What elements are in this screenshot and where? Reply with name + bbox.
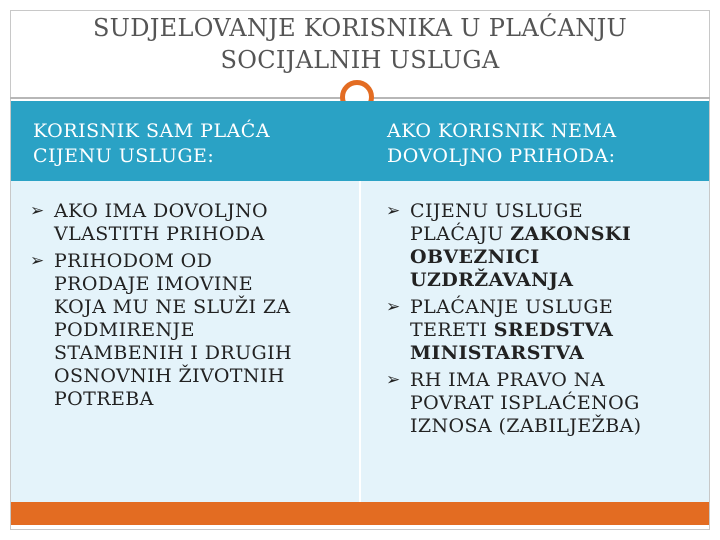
list-item-text: POVRAT ISPLAĆENOG [410,392,640,414]
arrow-bullet-icon: ➢ [386,370,401,390]
list-item-emphasis: UZDRŽAVANJA [410,269,574,291]
header-right-line-1: AKO KORISNIK NEMA [387,120,617,142]
list-item-text: PODMIRENJE [54,319,195,341]
list-item-text-part: TERETI [410,319,494,341]
column-divider [359,181,361,502]
table-header-row [11,101,709,181]
list-item-text: AKO IMA DOVOLJNO [54,200,269,222]
bottom-accent-bar [11,502,709,525]
list-item-text: POTREBA [54,388,154,410]
list-item-text: CIJENU USLUGE [410,200,584,222]
list-item [386,200,706,292]
header-right-line-2: DOVOLJNO PRIHODA: [387,145,616,167]
list-item-text [410,319,706,342]
list-item-text: PRODAJE IMOVINE [54,273,254,295]
list-item-emphasis: SREDSTVA [493,319,614,341]
list-item-emphasis: ZAKONSKI [510,223,632,245]
list-item-emphasis: MINISTARSTVA [410,342,585,364]
arrow-bullet-icon: ➢ [386,297,401,317]
title-line-2: SOCIJALNIH USLUGA [220,46,500,74]
list-item [30,250,350,411]
list-item-text: PLAĆANJE USLUGE [410,296,614,318]
list-item-text: STAMBENIH I DRUGIH [54,342,292,364]
list-item [30,200,350,246]
list-item-text: IZNOSA (ZABILJEŽBA) [410,415,642,437]
title-line-1: SUDJELOVANJE KORISNIKA U PLAĆANJU [92,14,628,42]
header-left-line-2: CIJENU USLUGE: [33,145,215,167]
list-item [386,369,706,438]
arrow-bullet-icon: ➢ [386,201,401,221]
list-item-text: OSNOVNIH ŽIVOTNIH [54,365,285,387]
list-item-text: KOJA MU NE SLUŽI ZA [54,296,291,318]
list-item-text: PRIHODOM OD [54,250,213,272]
slide-title [10,12,710,76]
arrow-bullet-icon: ➢ [30,201,45,221]
header-cell-left [33,119,270,169]
right-bullet-list [386,200,706,442]
list-item-text: VLASTITH PRIHODA [54,223,265,245]
arrow-bullet-icon: ➢ [30,251,45,271]
header-cell-right [387,119,617,169]
left-bullet-list [30,200,350,415]
list-item-text [410,223,706,246]
list-item-text: RH IMA PRAVO NA [410,369,605,391]
header-left-line-1: KORISNIK SAM PLAĆA [33,120,271,142]
list-item [386,296,706,365]
list-item-text-part: PLAĆAJU [410,223,511,245]
list-item-emphasis: OBVEZNICI [410,246,540,268]
